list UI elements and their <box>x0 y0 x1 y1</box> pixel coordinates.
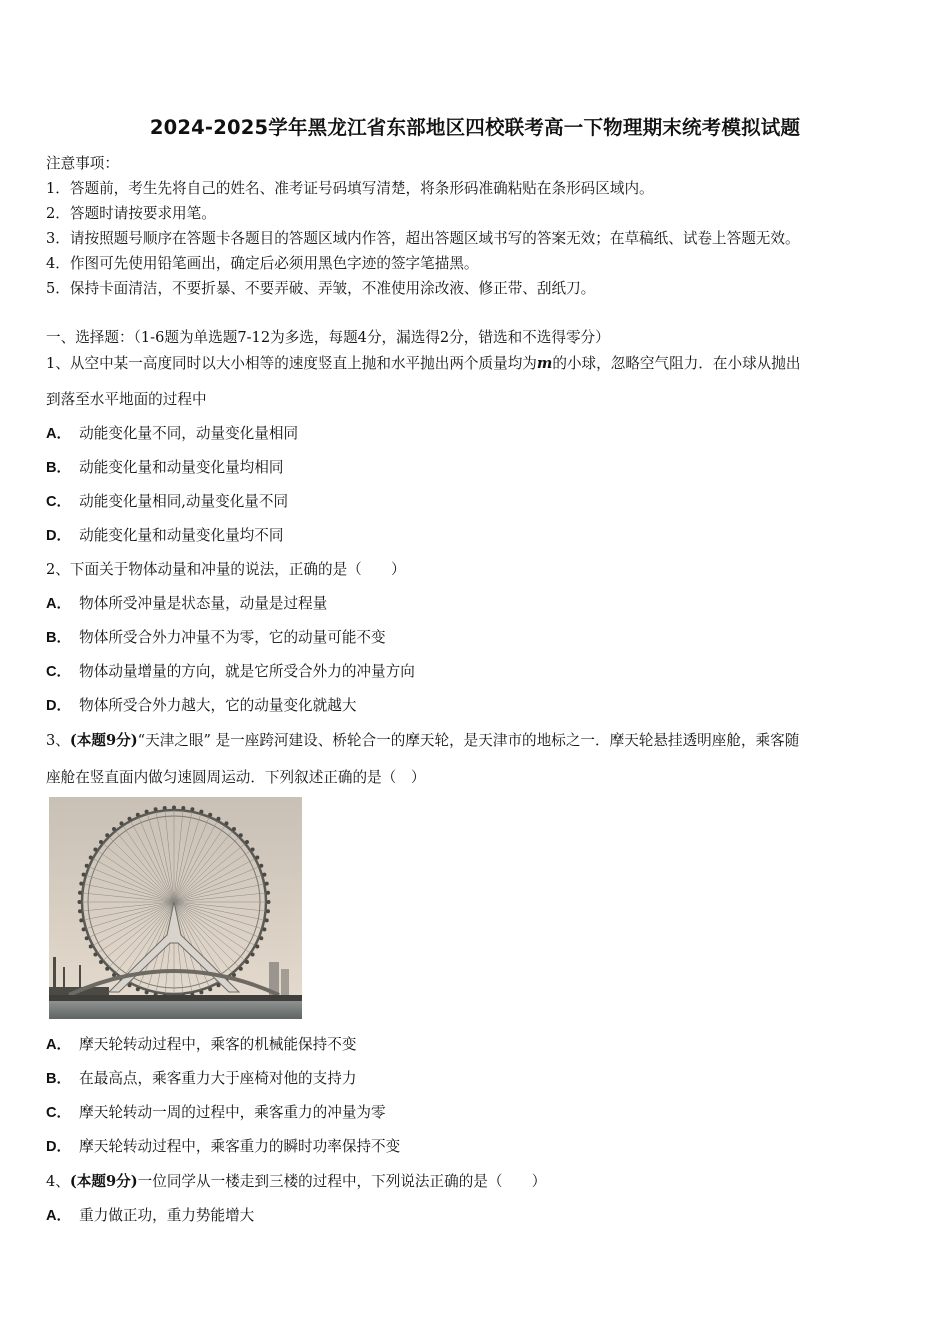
option-text: 摩天轮转动一周的过程中，乘客重力的冲量为零 <box>79 1104 386 1121</box>
wheel-cabin <box>232 973 236 977</box>
wheel-cabin <box>154 807 158 811</box>
option-text: 物体动量增量的方向，就是它所受合外力的冲量方向 <box>79 663 415 680</box>
wheel-cabin <box>199 990 203 994</box>
option-c[interactable] <box>46 660 415 681</box>
question-1-text: 1、从空中某一高度同时以大小相等的速度竖直上抛和水平抛出两个质量均为 <box>46 355 537 372</box>
wheel-cabin <box>267 900 271 904</box>
wheel-cabin <box>163 806 167 810</box>
wheel-cabin <box>239 833 243 837</box>
wheel-cabin <box>136 987 140 991</box>
question-number: 4、 <box>46 1173 70 1190</box>
notice-item: 1．答题前，考生先将自己的姓名、准考证号码填写清楚，将条形码准确粘贴在条形码区域内。 <box>46 180 654 197</box>
notice-heading: 注意事项： <box>46 155 119 172</box>
wheel-cabin <box>262 873 266 877</box>
option-label: B． <box>46 1071 72 1087</box>
wheel-cabin <box>245 960 249 964</box>
option-text: 重力做正功，重力势能增大 <box>79 1207 255 1224</box>
wheel-cabin <box>208 813 212 817</box>
notice-item: 5．保持卡面清洁，不要折暴、不要弄破、弄皱，不准使用涂改液、修正带、刮纸刀。 <box>46 280 596 297</box>
wheel-cabin <box>93 953 97 957</box>
wheel-cabin <box>259 864 263 868</box>
wheel-cabin <box>262 927 266 931</box>
wheel-cabin <box>255 856 259 860</box>
option-b[interactable] <box>46 456 283 477</box>
option-d[interactable] <box>46 694 356 715</box>
wheel-cabin <box>190 807 194 811</box>
wheel-cabin <box>89 945 93 949</box>
question-2-stem: 2、下面关于物体动量和冲量的说法，正确的是（ ） <box>46 561 406 578</box>
ferris-wheel-photo <box>49 797 302 1019</box>
wheel-cabin <box>78 909 82 913</box>
wheel-cabin <box>239 967 243 971</box>
option-label: A． <box>46 596 72 612</box>
option-text: 动能变化量和动量变化量均相同 <box>79 459 284 476</box>
exam-title: 2024-2025学年黑龙江省东部地区四校联考高一下物理期末统考模拟试题 <box>149 116 801 139</box>
wheel-cabin <box>78 891 82 895</box>
wheel-cabin <box>245 840 249 844</box>
question-3-stem <box>46 729 799 750</box>
wheel-cabin <box>266 891 270 895</box>
option-a[interactable] <box>46 592 327 613</box>
wheel-cabin <box>78 900 82 904</box>
option-text: 在最高点，乘客重力大于座椅对他的支持力 <box>79 1070 357 1087</box>
option-text: 摩天轮转动过程中，乘客的机械能保持不变 <box>79 1036 357 1053</box>
wheel-cabin <box>79 918 83 922</box>
wheel-cabin <box>136 813 140 817</box>
wheel-cabin <box>181 806 185 810</box>
wheel-cabin <box>255 945 259 949</box>
wheel-cabin <box>82 927 86 931</box>
wheel-cabin <box>225 821 229 825</box>
option-label: A． <box>46 1037 72 1053</box>
mass-symbol: m <box>536 355 553 372</box>
wheel-cabin <box>232 827 236 831</box>
question-1-text-cont: 的小球，忽略空气阻力．在小球从抛出 <box>552 355 801 372</box>
wheel-cabin <box>82 873 86 877</box>
wheel-cabin <box>99 840 103 844</box>
wheel-cabin <box>105 967 109 971</box>
option-a[interactable] <box>46 1204 254 1225</box>
notice-item: 2．答题时请按要求用笔。 <box>46 205 216 222</box>
option-text: 动能变化量相同,动量变化量不同 <box>79 493 289 510</box>
notice-item: 4．作图可先使用铅笔画出，确定后必须用黑色字迹的签字笔描黑。 <box>46 255 479 272</box>
option-d[interactable] <box>46 1135 400 1156</box>
option-a[interactable] <box>46 422 298 443</box>
wheel-cabin <box>85 936 89 940</box>
notice-item: 3．请按照题号顺序在答题卡各题目的答题区域内作答，超出答题区域书写的答案无效；在草稿纸、试卷上答题无效。 <box>46 230 800 247</box>
wheel-cabin <box>128 817 132 821</box>
wheel-cabin <box>112 827 116 831</box>
wheel-cabin <box>208 987 212 991</box>
option-label: D． <box>46 698 72 714</box>
wheel-cabin <box>172 806 176 810</box>
option-text: 摩天轮转动过程中，乘客重力的瞬时功率保持不变 <box>79 1138 401 1155</box>
wheel-cabin <box>145 810 149 814</box>
question-4-stem <box>46 1170 546 1191</box>
wheel-cabin <box>85 864 89 868</box>
wheel-cabin <box>99 960 103 964</box>
wheel-cabin <box>112 973 116 977</box>
wheel-cabin <box>265 918 269 922</box>
option-text: 动能变化量不同，动量变化量相同 <box>79 425 299 442</box>
question-1-stem <box>46 352 800 373</box>
question-3-text: “天津之眼” 是一座跨河建设、桥轮合一的摩天轮，是天津市的地标之一．摩天轮悬挂透明座舱，乘客随 <box>137 732 800 749</box>
option-text: 物体所受合外力冲量不为零，它的动量可能不变 <box>79 629 386 646</box>
option-a[interactable] <box>46 1033 356 1054</box>
option-c[interactable] <box>46 490 288 511</box>
wheel-cabin <box>199 810 203 814</box>
option-label: D． <box>46 1139 72 1155</box>
option-d[interactable] <box>46 524 283 545</box>
score-note: (本题9分) <box>69 1173 138 1190</box>
wheel-cabin <box>265 882 269 886</box>
option-b[interactable] <box>46 626 386 647</box>
option-label: A． <box>46 426 72 442</box>
option-label: B． <box>46 460 72 476</box>
wheel-cabin <box>251 953 255 957</box>
option-label: D． <box>46 528 72 544</box>
wheel-cabin <box>217 817 221 821</box>
option-label: C． <box>46 494 72 510</box>
option-text: 物体所受合外力越大，它的动量变化就越大 <box>79 697 357 714</box>
question-number: 3、 <box>46 732 70 749</box>
wheel-cabin <box>145 990 149 994</box>
option-c[interactable] <box>46 1101 386 1122</box>
score-note: (本题9分) <box>69 732 138 749</box>
option-b[interactable] <box>46 1067 356 1088</box>
wheel-cabin <box>93 848 97 852</box>
wheel-cabin <box>251 848 255 852</box>
wheel-cabin <box>259 936 263 940</box>
option-label: C． <box>46 664 72 680</box>
wheel-cabin <box>89 856 93 860</box>
option-text: 物体所受冲量是状态量，动量是过程量 <box>79 595 328 612</box>
question-4-text: 一位同学从一楼走到三楼的过程中，下列说法正确的是（ ） <box>137 1173 547 1190</box>
wheel-cabin <box>120 821 124 825</box>
wheel-cabin <box>266 909 270 913</box>
option-label: A． <box>46 1208 72 1224</box>
section-heading: 一、选择题：（1-6题为单选题7-12为多选，每题4分，漏选得2分，错选和不选得零分） <box>46 329 610 346</box>
wheel-cabin <box>105 833 109 837</box>
option-label: C． <box>46 1105 72 1121</box>
wheel-cabin <box>79 882 83 886</box>
question-3-stem-line2: 座舱在竖直面内做匀速圆周运动．下列叙述正确的是（ ） <box>46 769 426 786</box>
option-text: 动能变化量和动量变化量均不同 <box>79 527 284 544</box>
option-label: B． <box>46 630 72 646</box>
question-1-stem-line2: 到落至水平地面的过程中 <box>46 391 207 408</box>
